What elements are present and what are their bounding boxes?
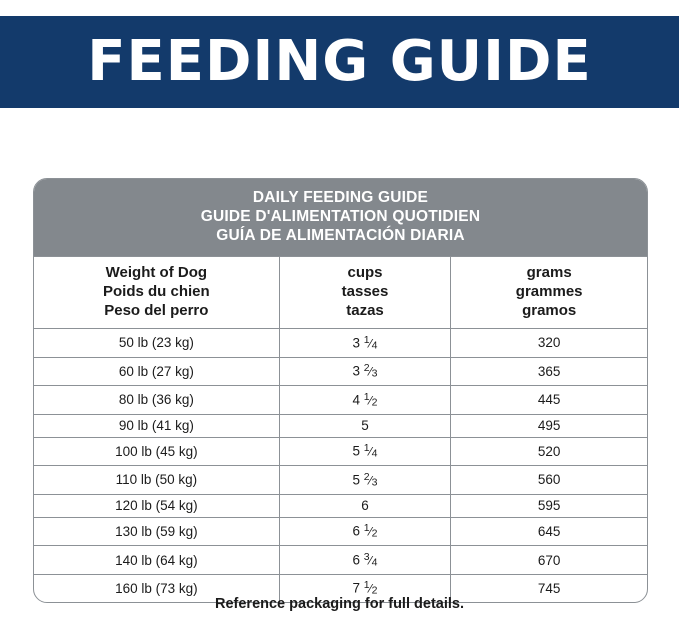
cups-whole: 6 [361,498,369,514]
column-header-grams-es: gramos [522,302,577,319]
cups-fraction-slash: ⁄ [369,393,372,408]
table-row [34,357,647,386]
cups-fraction-slash: ⁄ [369,444,372,459]
cups-fraction-slash: ⁄ [369,473,372,488]
table-row [34,386,647,415]
cell-grams: 595 [451,494,647,517]
cell-cups [279,386,451,415]
table-row [34,414,647,437]
cups-fraction-denominator: 4 [371,447,378,460]
cups-fraction-numerator: 1 [363,442,370,455]
column-header-grams-en: grams [526,264,572,281]
cups-fraction [364,520,378,543]
column-header-weight-en: Weight of Dog [105,264,208,281]
table-header-block [34,179,647,256]
cups-whole: 5 [352,472,361,488]
cups-whole: 7 [352,581,361,597]
column-header-weight-es: Peso del perro [104,302,209,319]
cups-fraction-slash: ⁄ [369,582,372,597]
cell-cups [279,414,451,437]
table-row [34,494,647,517]
cups-fraction [364,469,378,492]
cups-fraction-numerator: 1 [363,390,370,403]
cups-fraction-denominator: 3 [371,367,378,380]
cell-grams: 495 [451,414,647,437]
column-header-grams-fr: grammes [515,283,583,300]
cups-fraction-denominator: 4 [371,556,378,569]
cell-weight: 140 lb (64 kg) [34,546,279,575]
cell-grams: 645 [451,517,647,546]
feeding-guide-banner [0,16,679,108]
cell-weight: 90 lb (41 kg) [34,414,279,437]
cups-fraction-slash: ⁄ [369,336,372,351]
column-header-cups-es: tazas [346,302,384,319]
cups-fraction [364,440,378,463]
cups-fraction-numerator: 2 [363,470,370,483]
table-row [34,546,647,575]
cups-fraction-denominator: 4 [371,339,378,352]
cups-whole: 3 [352,363,361,379]
cups-fraction-numerator: 1 [363,333,370,346]
cell-cups [279,494,451,517]
cups-fraction-slash: ⁄ [369,553,372,568]
cups-whole: 6 [352,523,361,539]
cups-fraction-denominator: 2 [371,584,378,597]
cups-fraction-slash: ⁄ [369,364,372,379]
cell-grams: 560 [451,466,647,495]
cell-cups [279,517,451,546]
feeding-table-body [34,329,647,603]
table-row [34,517,647,546]
cell-grams: 520 [451,437,647,466]
feeding-table [34,256,647,602]
cell-grams: 745 [451,574,647,602]
cups-whole: 5 [352,443,361,459]
cups-whole: 6 [352,552,361,568]
cell-weight: 60 lb (27 kg) [34,357,279,386]
cell-weight: 50 lb (23 kg) [34,329,279,358]
column-header-cups-fr: tasses [341,283,389,300]
cups-whole: 4 [352,392,361,408]
column-header-cups [279,257,451,329]
cups-fraction [364,360,378,383]
cell-grams: 670 [451,546,647,575]
column-header-grams [451,257,647,329]
cups-fraction-denominator: 3 [371,476,378,489]
footnote: Reference packaging for full details. [215,596,464,612]
cups-fraction [364,389,378,412]
cell-weight: 120 lb (54 kg) [34,494,279,517]
table-header-line-en: DAILY FEEDING GUIDE [252,189,429,206]
cups-fraction [364,332,378,355]
table-column-header-row [34,257,647,329]
cell-cups [279,546,451,575]
cell-weight: 80 lb (36 kg) [34,386,279,415]
cell-cups [279,329,451,358]
column-header-weight [34,257,279,329]
cups-fraction-numerator: 3 [363,550,370,563]
cell-grams: 320 [451,329,647,358]
cups-whole: 3 [352,335,361,351]
table-row [34,466,647,495]
cell-weight: 100 lb (45 kg) [34,437,279,466]
cups-whole: 5 [361,418,369,434]
page-title: FEEDING GUIDE [87,29,592,94]
cell-weight: 110 lb (50 kg) [34,466,279,495]
table-row [34,329,647,358]
cell-weight: 160 lb (73 kg) [34,574,279,602]
cups-fraction-numerator: 1 [363,579,370,592]
cell-grams: 365 [451,357,647,386]
cups-fraction [364,549,378,572]
cell-grams: 445 [451,386,647,415]
cups-fraction-numerator: 2 [363,362,370,375]
daily-feeding-guide-table [33,178,648,603]
cell-cups [279,466,451,495]
table-row [34,437,647,466]
cups-fraction-slash: ⁄ [369,524,372,539]
cell-cups [279,357,451,386]
cups-fraction-numerator: 1 [363,522,370,535]
table-header-line-fr: GUIDE D'ALIMENTATION QUOTIDIEN [200,208,481,225]
column-header-weight-fr: Poids du chien [103,283,210,300]
cups-fraction-denominator: 2 [371,396,378,409]
table-header-line-es: GUÍA DE ALIMENTACIÓN DIARIA [216,227,465,244]
cups-fraction-denominator: 2 [371,527,378,540]
cell-cups [279,437,451,466]
column-header-cups-en: cups [347,264,383,281]
cell-weight: 130 lb (59 kg) [34,517,279,546]
